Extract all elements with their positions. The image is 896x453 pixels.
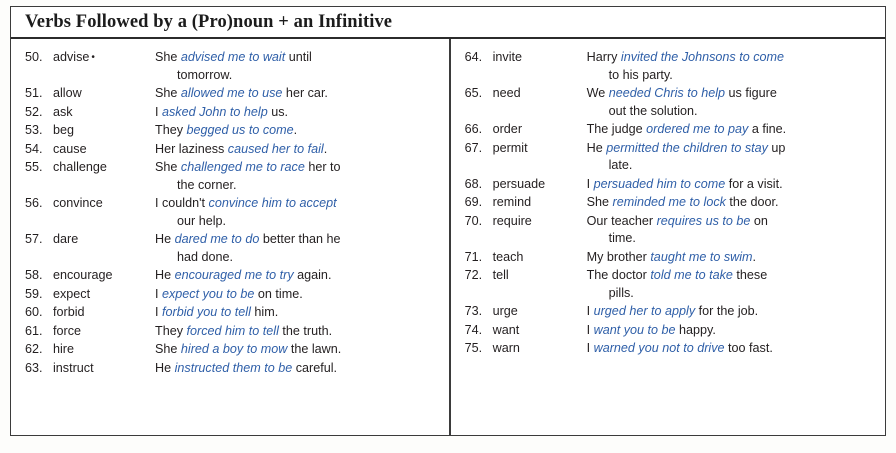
verb-entry [459, 85, 877, 120]
entry-number: 71. [464, 249, 483, 264]
entry-verb-label: forbid [53, 305, 85, 319]
verb-entry [459, 213, 877, 248]
sentence-highlight: urged her to apply [593, 304, 696, 318]
sentence-text: these [732, 268, 768, 282]
entry-number: 72. [464, 268, 483, 282]
entry-number: 69. [464, 195, 483, 209]
sentence-text: I [586, 341, 594, 355]
chart-title-bar [11, 7, 885, 39]
entry-example-sentence [585, 140, 877, 175]
entry-verb-label: permit [492, 140, 528, 155]
sentence-highlight: expect you to be [162, 286, 255, 301]
entry-example-sentence [153, 304, 441, 322]
verb-entry [19, 122, 441, 140]
entry-verb [53, 341, 153, 359]
verb-entry [19, 267, 441, 285]
entry-verb-label: need [492, 86, 521, 100]
entry-example-sentence [585, 322, 877, 340]
entry-verb-label: beg [53, 123, 75, 137]
entry-example-sentence [585, 49, 877, 84]
verb-entry [19, 323, 441, 341]
sentence-text: She [586, 195, 613, 209]
sentence-text: her car. [282, 86, 328, 100]
entry-example-sentence [585, 176, 877, 194]
sentence-text: . [752, 249, 757, 264]
entry-number: 57. [25, 232, 43, 246]
sentence-highlight: persuaded him to come [593, 176, 726, 191]
sentence-text: I [586, 322, 594, 337]
entry-number: 55. [25, 160, 43, 174]
entry-verb [53, 267, 153, 285]
sentence-text: I [155, 305, 162, 319]
entry-example-sentence [153, 122, 441, 140]
entry-number: 62. [25, 342, 43, 356]
sentence-text: up [767, 140, 786, 155]
entry-example-sentence [585, 85, 877, 120]
entry-example-sentence [585, 267, 877, 302]
verb-entry [459, 340, 877, 358]
entry-example-sentence [585, 213, 877, 248]
sentence-highlight: forbid you to tell [162, 305, 251, 319]
entry-number: 53. [25, 123, 43, 137]
sentence-highlight: requires us to be [656, 213, 751, 228]
entry-number: 52. [25, 104, 43, 119]
sentence-text: him. [250, 305, 279, 319]
entry-verb [493, 49, 585, 67]
entry-example-sentence [153, 49, 441, 84]
sentence-text: I [155, 286, 162, 301]
verb-entry [19, 104, 441, 122]
entry-verb [493, 121, 585, 139]
entry-verb-label: dare [53, 232, 79, 246]
entry-verb-label: want [492, 322, 520, 337]
sentence-text: tomorrow. [177, 67, 233, 82]
entry-number: 75. [464, 341, 483, 355]
entry-number: 74. [464, 322, 483, 337]
entry-verb-label: invite [492, 50, 523, 64]
entry-example-sentence [585, 303, 877, 321]
sentence-text: late. [608, 158, 633, 172]
sentence-text: I [586, 176, 594, 191]
entry-number: 50. [25, 50, 43, 64]
entry-verb-label: ask [53, 104, 73, 119]
entry-example-sentence [585, 249, 877, 267]
sentence-text: again. [293, 268, 332, 282]
sentence-highlight: allowed me to use [180, 86, 283, 100]
sentence-highlight: caused her to fail [227, 141, 324, 156]
sentence-highlight: encouraged me to try [174, 268, 294, 282]
entry-verb [493, 213, 585, 231]
entry-verb [53, 323, 153, 341]
entry-number: 73. [464, 304, 483, 318]
sentence-text: her to [304, 160, 341, 174]
page-title: Verbs Followed by a (Pro)noun + an Infinitive [25, 11, 393, 32]
footnote-marker-icon: • [91, 52, 95, 63]
entry-number: 67. [464, 140, 483, 155]
sentence-text: She [155, 342, 181, 356]
sentence-text: the corner. [177, 177, 237, 192]
sentence-highlight: ordered me to pay [646, 122, 749, 136]
entry-example-sentence [153, 323, 441, 341]
entry-verb [493, 249, 585, 267]
entry-verb-label: hire [53, 342, 74, 356]
entry-verb-label: challenge [53, 160, 107, 174]
sentence-text: better than he [259, 232, 341, 246]
verb-entry [459, 249, 877, 267]
sentence-highlight: needed Chris to help [608, 86, 726, 100]
sentence-highlight: reminded me to lock [612, 195, 726, 209]
sentence-highlight: asked John to help [162, 104, 268, 119]
verb-entry [19, 49, 441, 84]
entry-verb-label: persuade [492, 176, 546, 191]
entry-verb-label: urge [492, 304, 518, 318]
sentence-text: on time. [254, 286, 303, 301]
left-column [11, 39, 451, 435]
sentence-text: the lawn. [287, 342, 342, 356]
verb-entry [19, 304, 441, 322]
entry-verb [493, 267, 585, 285]
entry-verb [53, 360, 153, 378]
entry-example-sentence [153, 231, 441, 266]
sentence-text: We [586, 86, 609, 100]
entry-verb [493, 194, 585, 212]
sentence-text: a fine. [748, 122, 787, 136]
entry-example-sentence [153, 85, 441, 103]
sentence-text: I couldn't [155, 196, 209, 210]
entry-example-sentence [153, 360, 441, 378]
verb-entry [459, 303, 877, 321]
entry-number: 51. [25, 86, 43, 100]
sentence-text: careful. [292, 360, 338, 375]
entry-verb [53, 104, 153, 122]
sentence-text: the door. [725, 195, 779, 209]
entry-verb [493, 322, 585, 340]
verb-entry [19, 195, 441, 230]
sentence-text: for a visit. [725, 176, 783, 191]
sentence-text: He [586, 140, 607, 155]
sentence-text: us. [267, 104, 289, 119]
entry-number: 58. [25, 268, 43, 282]
sentence-text: She [155, 50, 181, 64]
sentence-text: us figure [725, 86, 777, 100]
sentence-highlight: want you to be [593, 322, 676, 337]
entry-number: 63. [25, 360, 43, 375]
entry-example-sentence [153, 195, 441, 230]
sentence-text: our help. [177, 213, 227, 228]
entry-example-sentence [153, 286, 441, 304]
verb-entry [19, 231, 441, 266]
entry-example-sentence [585, 194, 877, 212]
sentence-text: He [155, 268, 175, 282]
sentence-highlight: forced him to tell [186, 323, 279, 338]
entry-verb-label: encourage [53, 268, 113, 282]
sentence-text: . [323, 141, 328, 156]
verb-chart [10, 6, 886, 436]
sentence-text: I [155, 104, 162, 119]
entry-verb-label: remind [492, 195, 532, 209]
entry-verb [53, 159, 153, 177]
entry-number: 60. [25, 305, 43, 319]
entry-verb-label: allow [53, 86, 82, 100]
sentence-highlight: begged us to come [186, 123, 294, 137]
verb-entry [19, 360, 441, 378]
sentence-highlight: advised me to wait [180, 50, 286, 64]
entry-number: 56. [25, 196, 43, 210]
sentence-text: pills. [608, 285, 634, 300]
entry-verb [53, 141, 153, 159]
entry-number: 70. [464, 213, 483, 228]
entry-verb [53, 304, 153, 322]
verb-entry [459, 322, 877, 340]
verb-entry [459, 176, 877, 194]
entry-verb [493, 85, 585, 103]
verb-entry [19, 159, 441, 194]
sentence-text: He [155, 360, 175, 375]
sentence-text: the truth. [278, 323, 333, 338]
entry-verb-label: expect [53, 286, 91, 301]
entry-verb [493, 176, 585, 194]
entry-verb [53, 231, 153, 249]
entry-verb-label: convince [53, 196, 103, 210]
sentence-text: I [586, 304, 594, 318]
verb-entry [459, 140, 877, 175]
entry-example-sentence [153, 267, 441, 285]
sentence-text: She [155, 160, 181, 174]
entry-verb-label: force [53, 323, 81, 338]
entry-verb [493, 140, 585, 158]
entry-example-sentence [153, 159, 441, 194]
entry-verb-label: instruct [53, 360, 94, 375]
entry-verb [53, 49, 153, 67]
verb-entry [19, 286, 441, 304]
entry-verb-label: teach [492, 249, 524, 264]
entry-example-sentence [585, 340, 877, 358]
entry-number: 68. [464, 176, 483, 191]
sentence-text: for the job. [695, 304, 759, 318]
verb-entry [459, 267, 877, 302]
entry-number: 65. [464, 86, 483, 100]
entry-verb-label: warn [492, 341, 520, 355]
sentence-highlight: taught me to swim [650, 249, 753, 264]
entry-verb [493, 340, 585, 358]
sentence-text: too fast. [724, 341, 773, 355]
sentence-text: The judge [586, 122, 647, 136]
sentence-text: Her laziness [155, 141, 228, 156]
entry-example-sentence [153, 141, 441, 159]
sentence-text: had done. [177, 249, 234, 264]
sentence-highlight: told me to take [650, 268, 733, 282]
entry-verb-label: tell [492, 268, 509, 282]
sentence-highlight: permitted the children to stay [606, 140, 768, 155]
entry-number: 59. [25, 286, 43, 301]
verb-entry [459, 121, 877, 139]
entry-example-sentence [585, 121, 877, 139]
sentence-highlight: invited the Johnsons to come [620, 50, 785, 64]
entry-verb [493, 303, 585, 321]
sentence-highlight: convince him to accept [208, 196, 337, 210]
verb-entry [19, 85, 441, 103]
sentence-text: out the solution. [608, 103, 698, 118]
sentence-text: Our teacher [586, 213, 657, 228]
sentence-text: My brother [586, 249, 651, 264]
entry-number: 54. [25, 141, 43, 156]
verb-entry [459, 194, 877, 212]
sentence-text: on [750, 213, 768, 228]
entry-verb-label: order [492, 122, 523, 136]
entry-verb-label: cause [53, 141, 87, 156]
sentence-text: They [155, 123, 187, 137]
sentence-highlight: instructed them to be [174, 360, 293, 375]
sentence-highlight: dared me to do [174, 232, 260, 246]
sentence-highlight: hired a boy to mow [180, 342, 288, 356]
sentence-highlight: challenged me to race [180, 160, 305, 174]
sentence-text: They [155, 323, 187, 338]
entry-verb [53, 122, 153, 140]
sentence-text: time. [608, 231, 636, 245]
entry-example-sentence [153, 341, 441, 359]
entry-verb-label: advise [53, 50, 90, 64]
sentence-text: to his party. [608, 67, 673, 82]
sentence-text: He [155, 232, 175, 246]
verb-entry [19, 141, 441, 159]
chart-columns [11, 39, 885, 435]
sentence-highlight: warned you not to drive [593, 341, 725, 355]
verb-entry [19, 341, 441, 359]
entry-verb [53, 85, 153, 103]
sentence-text: The doctor [586, 268, 651, 282]
sentence-text: . [293, 123, 298, 137]
entry-verb [53, 286, 153, 304]
entry-verb-label: require [492, 213, 532, 228]
sentence-text: happy. [675, 322, 716, 337]
sentence-text: She [155, 86, 181, 100]
entry-number: 64. [464, 50, 483, 64]
right-column [451, 39, 885, 435]
entry-number: 66. [464, 122, 483, 136]
sentence-text: Harry [586, 50, 621, 64]
entry-number: 61. [25, 323, 43, 338]
verb-entry [459, 49, 877, 84]
entry-verb [53, 195, 153, 213]
sentence-text: until [285, 50, 312, 64]
entry-example-sentence [153, 104, 441, 122]
